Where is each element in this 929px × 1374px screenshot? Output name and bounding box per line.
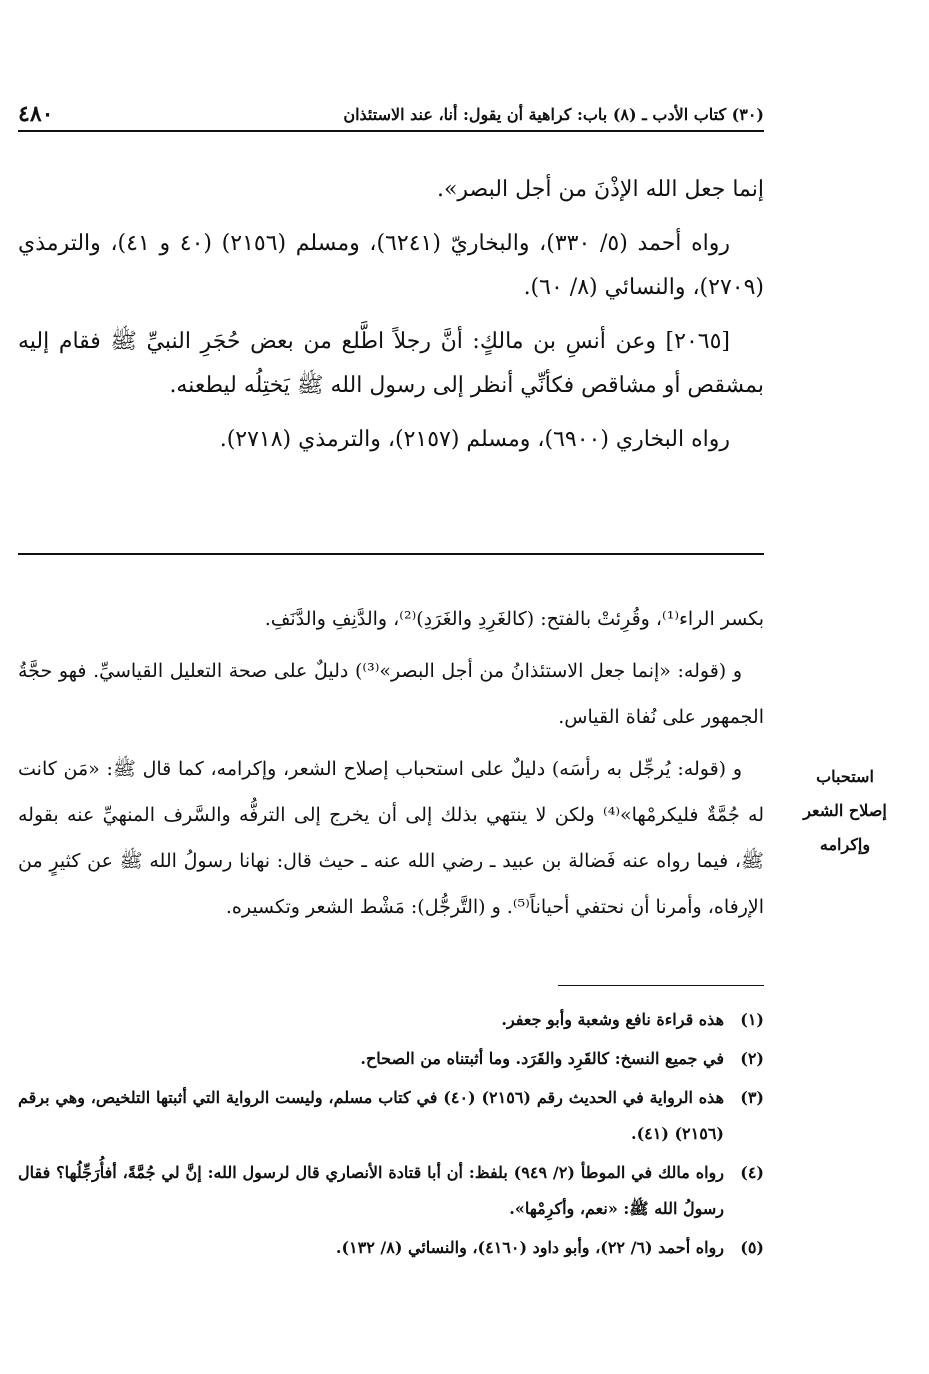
hadith-source: رواه البخاري (٦٩٠٠)، ومسلم (٢١٥٧)، والترمذي (٢٧١٨). <box>219 427 730 452</box>
commentary-paragraph: و (قوله: يُرجِّل به رأسَه) دليلٌ على استحباب إصلاح الشعر، وإكرامه، كما قال ﷺ: «مَن كانت له جُمَّةٌ فليكرمْها»⁽⁴⁾ ولكن لا ينتهي بذلك إلى أن يخرج إلى الترفُّه والسَّرف المنهيِّ عنه بقوله ﷺ، فيما رواه عنه فَضالة بن عبيد ـ رضي الله عنه ـ حيث قال: نهانا رسولُ الله ﷺ عن كثيرٍ من الإرفاه، وأمرنا أن نحتفي أحياناً⁽⁵⁾. و (التَّرجُّل): مَشْط الشعر وتكسيره. <box>18 758 764 918</box>
commentary-paragraph: بكسر الراء⁽¹⁾، وقُرِئتْ بالفتح: (كالغَرِدِ والغَرَدِ)⁽²⁾، والدَّنِفِ والدَّنَفِ. <box>264 608 764 630</box>
footnote-text: رواه مالك في الموطأ (٢/ ٩٤٩) بلفظ: أن أبا قتادة الأنصاري قال لرسول الله: إنَّ لي جُمَّةً، أفأُرَجِّلُها؟ فقال رسولُ الله ﷺ: «نعم، وأكرِمْها». <box>18 1163 724 1218</box>
footnote <box>18 1155 764 1227</box>
footnote-divider <box>558 985 764 986</box>
footnote-number: (٣) <box>740 1088 764 1107</box>
footnote-text: هذه الرواية في الحديث رقم (٢١٥٦) (٤٠) في كتاب مسلم، وليست الرواية التي أثبتها التلخيص، وهي برقم (٢١٥٦) (٤١). <box>18 1088 725 1143</box>
footnote-text: في جميع النسخ: كالقَرِد والقَرَد. وما أثبتناه من الصحاح. <box>360 1049 724 1068</box>
footnote-text: هذه قراءة نافع وشعبة وأبو جعفر. <box>501 1010 724 1029</box>
commentary-paragraph: و (قوله: «إنما جعل الاستئذانُ من أجل البصر»⁽³⁾) دليلٌ على صحة التعليل القياسيِّ. فهو حجَّةُ الجمهور على نُفاة القياس. <box>18 660 764 728</box>
footnote <box>18 1080 764 1152</box>
footnote <box>18 1041 764 1077</box>
margin-note-line: استحباب <box>816 767 874 786</box>
margin-note-line: إصلاح الشعر <box>803 801 887 820</box>
footnotes <box>18 1002 764 1269</box>
hadith-source: رواه أحمد (٥/ ٣٣٠)، والبخاريّ (٦٢٤١)، ومسلم (٢١٥٦) (٤٠ و ٤١)، والترمذي (٢٧٠٩)، والنسائي (٨/ ٦٠). <box>18 231 764 300</box>
page-header <box>18 100 764 128</box>
commentary-text <box>18 596 764 936</box>
footnote <box>18 1230 764 1266</box>
footnote-number: (٥) <box>740 1238 764 1257</box>
hadith-text <box>18 168 764 472</box>
margin-note <box>775 760 915 862</box>
footnote-number: (٤) <box>740 1163 764 1182</box>
running-title: (٣٠) كتاب الأدب ـ (٨) باب: كراهية أن يقول: أنا، عند الاستئذان <box>343 104 764 124</box>
margin-note-line: وإكرامه <box>819 835 871 854</box>
section-divider <box>18 553 764 555</box>
footnote-number: (١) <box>740 1010 764 1029</box>
page-number: ٤٨٠ <box>18 101 54 127</box>
footnote-text: رواه أحمد (٦/ ٢٢)، وأبو داود (٤١٦٠)، والنسائي (٨/ ١٣٢). <box>335 1238 724 1257</box>
footnote-number: (٢) <box>740 1049 764 1068</box>
hadith-paragraph: [٢٠٦٥] وعن أنسِ بن مالكٍ: أنَّ رجلاً اطَّلع من بعض حُجَرِ النبيِّ ﷺ فقام إليه بمشقص أو مشاقص فكأنِّي أنظر إلى رسول الله ﷺ يَختِلُه ليطعنه. <box>18 329 764 398</box>
footnote <box>18 1002 764 1038</box>
header-divider <box>18 130 764 132</box>
hadith-paragraph: إنما جعل الله الإذْنَ من أجل البصر». <box>436 177 764 202</box>
